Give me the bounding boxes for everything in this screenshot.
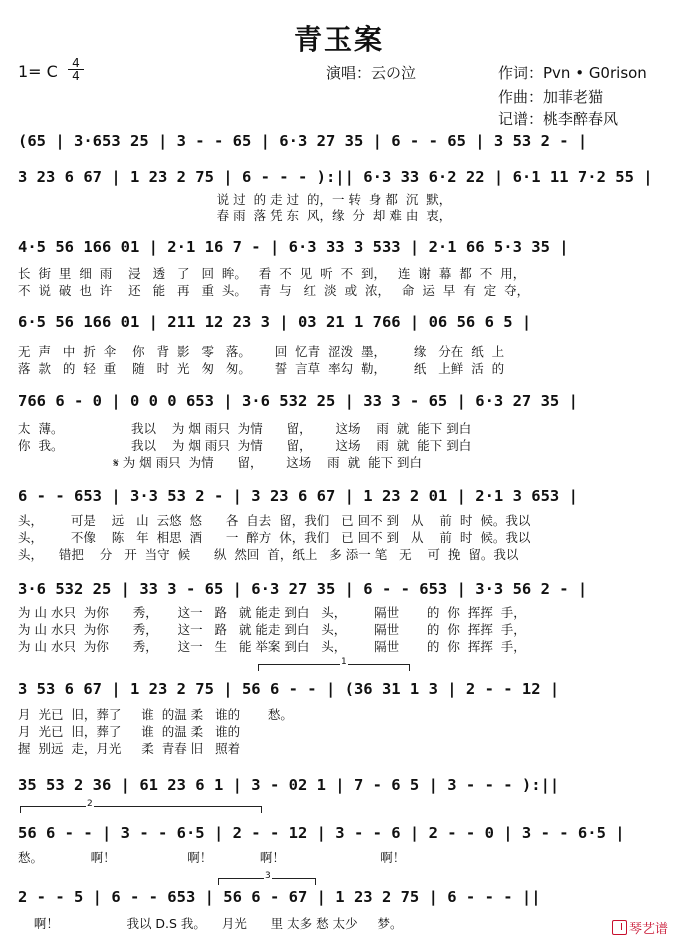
time-signature-top: 4 <box>68 57 84 70</box>
lyricist-credit: 作词：Pvn • G0rison <box>498 64 647 82</box>
page-title: 青玉案 <box>293 23 384 56</box>
composer-credit: 作曲：加菲老猫 <box>498 88 604 106</box>
volta-bracket-1 <box>258 664 410 671</box>
notation-line: 35 53 2 36 | 61 23 6 1 | 3 - 02 1 | 7 - 6 5 | 3 - - - ):|| <box>18 776 560 794</box>
lyric-line: 为 山 水只 为你 秀， 这一 路 就 能走 到白 头， 隔世 的 你 挥挥 手， <box>18 605 526 620</box>
notation-line: 766 6 - 0 | 0 0 0 653 | 3·6 532 25 | 33 3 - 65 | 6·3 27 35 | <box>18 392 578 410</box>
notation-line: 6 - - 653 | 3·3 53 2 - | 3 23 6 67 | 1 23 2 01 | 2·1 3 653 | <box>18 487 578 505</box>
notation-line: 4·5 56 166 01 | 2·1 16 7 - | 6·3 33 3 533 | 2·1 66 5·3 35 | <box>18 238 569 256</box>
lyric-line: 为 山 水只 为你 秀， 这一 路 就 能走 到白 头， 隔世 的 你 挥挥 手， <box>18 622 526 637</box>
time-signature <box>68 57 84 82</box>
lyric-line: 春 雨 落 凭 东 风，缘 分 却 难 由 衷， <box>18 208 452 223</box>
lyric-line: 落 款 的 轻 重 随 时 光 匆 匆。 誓 言草 率勾 勒， 纸 上鲜 活 的 <box>18 361 505 376</box>
time-signature-bottom: 4 <box>72 69 80 83</box>
lyric-line: 说 过 的 走 过 的，一 转 身 都 沉 默， <box>18 192 452 207</box>
lyric-line: 愁。 啊！ 啊！ 啊！ 啊！ <box>18 850 406 865</box>
notation-line: 6·5 56 166 01 | 211 12 23 3 | 03 21 1 766 | 06 56 6 5 | <box>18 313 532 331</box>
lyric-line: 头， 不像 陈 年 相思 酒 一 醉方 休，我们 已 回不 到 从 前 时 候。我以 <box>18 530 531 545</box>
lyric-line: 太 薄。 我以 为 烟 雨只 为情 留， 这场 雨 就 能下 到白 <box>18 421 472 436</box>
lyric-line: 不 说 破 也 许 还 能 再 重 头。 青 与 红 淡 或 浓， 命 运 早 有 定 夺， <box>18 283 530 298</box>
lyric-line: 头， 错把 分 开 当守 候 纵 然回 首，纸上 多 添一 笔 无 可 挽 留。我以 <box>18 547 519 562</box>
lyric-line: 无 声 中 折 伞 你 背 影 零 落。 回 忆青 涩泼 墨， 缘 分在 纸 上 <box>18 344 505 359</box>
notation-line: 3·6 532 25 | 33 3 - 65 | 6·3 27 35 | 6 - - 653 | 3·3 56 2 - | <box>18 580 588 598</box>
volta-number: 2 <box>87 799 93 809</box>
singer-credit: 演唱：云の泣 <box>326 64 417 82</box>
lyric-line: 月 光已 旧，葬了 谁 的温 柔 谁的 愁。 <box>18 707 293 722</box>
notation-line: 3 23 6 67 | 1 23 2 75 | 6 - - - ):|| 6·3 33 6·2 22 | 6·1 11 7·2 55 | <box>18 168 653 186</box>
watermark-text: 琴艺谱 <box>629 922 669 937</box>
watermark-logo <box>612 918 668 937</box>
piano-icon <box>612 920 627 935</box>
notation-line: (65 | 3·653 25 | 3 - - 65 | 6·3 27 35 | 6 - - 65 | 3 53 2 - | <box>18 132 588 150</box>
lyric-line: 为 山 水只 为你 秀， 这一 生 能 举案 到白 头， 隔世 的 你 挥挥 手， <box>18 639 526 654</box>
lyric-line: 长 街 里 细 雨 浸 透 了 回 眸。 看 不 见 听 不 到， 连 谢 幕 都 不 用， <box>18 266 526 281</box>
notation-line: 3 53 6 67 | 1 23 2 75 | 56 6 - - | (36 31 1 3 | 2 - - 12 | <box>18 680 560 698</box>
lyric-line: 月 光已 旧，葬了 谁 的温 柔 谁的 <box>18 724 241 739</box>
lyric-line: 握 别远 走，月光 柔 青春 旧 照着 <box>18 741 241 756</box>
lyric-line: 头， 可是 远 山 云悠 悠 各 自去 留，我们 已 回不 到 从 前 时 候。我以 <box>18 513 531 528</box>
lyric-line: 啊！ 我以 D.S 我。 月光 里 太多 愁 太少 梦。 <box>18 916 403 931</box>
transcriber-credit: 记谱：桃李醉春风 <box>498 110 619 128</box>
volta-number: 1 <box>341 657 347 667</box>
notation-line: 56 6 - - | 3 - - 6·5 | 2 - - 12 | 3 - - 6 | 2 - - 0 | 3 - - 6·5 | <box>18 824 625 842</box>
notation-line: 2 - - 5 | 6 - - 653 | 56 6 - 67 | 1 23 2 75 | 6 - - - || <box>18 888 541 906</box>
volta-bracket-2 <box>20 806 262 813</box>
lyric-line: 𝄋 为 烟 雨只 为情 留， 这场 雨 就 能下 到白 <box>18 455 423 470</box>
lyric-line: 你 我。 我以 为 烟 雨只 为情 留， 这场 雨 就 能下 到白 <box>18 438 472 453</box>
triplet-number: 3 <box>265 871 271 881</box>
key-signature: 1= C <box>18 62 58 81</box>
